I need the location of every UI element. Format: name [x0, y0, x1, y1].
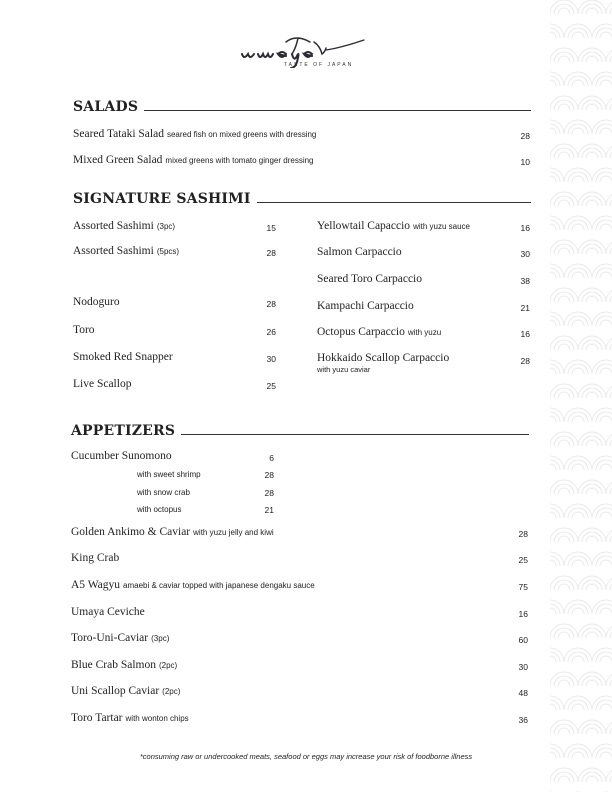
item-price: 75 [518, 582, 528, 592]
wave-pattern-arcs [550, 0, 612, 792]
menu-item [71, 450, 172, 462]
item-desc: with yuzu sauce [413, 222, 470, 231]
item-price: 15 [266, 223, 276, 233]
item-name: Nodoguro [73, 296, 120, 308]
menu-item [73, 245, 179, 257]
item-price: 25 [266, 381, 276, 391]
menu-item [317, 273, 422, 285]
salads-section-header [73, 99, 531, 115]
item-price: 36 [518, 715, 528, 725]
menu-item [317, 220, 470, 232]
item-name: Octopus Carpaccio [317, 326, 405, 338]
option-label: with octopus [137, 505, 182, 514]
item-name: A5 Wagyu [71, 579, 121, 591]
menu-item [317, 326, 441, 338]
item-name: Smoked Red Snapper [73, 351, 173, 363]
item-name: Mixed Green Salad [73, 154, 163, 166]
item-name: Live Scallop [73, 378, 132, 390]
item-price: 10 [520, 157, 530, 167]
item-name: Cucumber Sunomono [71, 450, 172, 462]
item-name: Assorted Sashimi [73, 245, 154, 257]
menu-item [73, 324, 95, 336]
item-name: Uni Scallop Caviar [71, 685, 160, 697]
menu-item [317, 352, 449, 376]
item-price: 16 [520, 223, 530, 233]
item-name: Seared Toro Carpaccio [317, 273, 422, 285]
menu-item [317, 300, 414, 312]
menu-item [71, 632, 169, 644]
appetizers-section-header [71, 423, 529, 439]
umaya-logo [230, 28, 380, 80]
item-name: Blue Crab Salmon [71, 659, 156, 671]
menu-item [71, 606, 145, 618]
footnote: *consuming raw or undercooked meats, seafood or eggs may increase your risk of foodborne illness [139, 752, 473, 761]
item-desc: with wonton chips [125, 714, 189, 723]
menu-item [73, 296, 120, 308]
item-desc: (2pc) [158, 661, 178, 670]
item-price: 38 [520, 276, 530, 286]
item-desc: (2pc) [162, 687, 181, 696]
item-desc: mixed greens with tomato ginger dressing [165, 156, 314, 165]
item-price: 28 [520, 131, 530, 141]
menu-item [73, 154, 314, 166]
item-name: Kampachi Carpaccio [317, 300, 414, 312]
menu-item [71, 685, 180, 697]
appetizers-title: APPETIZERS [71, 423, 176, 439]
section-divider [181, 434, 529, 435]
option-price: 21 [264, 505, 274, 515]
item-price: 30 [520, 249, 530, 259]
menu-item [71, 526, 274, 538]
item-price: 28 [266, 299, 276, 309]
menu-item [73, 378, 131, 390]
item-name: King Crab [71, 552, 120, 564]
item-desc: seared fish on mixed greens with dressing [166, 130, 317, 139]
salads-title: SALADS [73, 99, 139, 115]
item-price: 25 [518, 555, 528, 565]
decorative-wave-pattern [550, 0, 612, 792]
section-divider [257, 202, 531, 203]
item-desc: with yuzu [407, 328, 442, 337]
menu-item [73, 351, 173, 363]
item-name: Assorted Sashimi [73, 220, 154, 232]
item-price: 28 [518, 529, 528, 539]
item-price: 28 [520, 356, 530, 366]
item-price: 6 [269, 453, 274, 463]
item-name: Seared Tataki Salad [73, 128, 164, 140]
item-desc: (5pcs) [156, 247, 180, 256]
item-price: 48 [518, 688, 528, 698]
item-price: 30 [266, 354, 276, 364]
menu-item [71, 552, 119, 564]
menu-item [71, 712, 189, 724]
menu-item [73, 220, 175, 232]
item-name: Toro-Uni-Caviar [71, 632, 149, 644]
item-desc: with yuzu caviar [317, 365, 371, 374]
item-desc: (3pc) [156, 222, 176, 231]
item-name: Hokkaido Scallop Carpaccio [317, 352, 450, 364]
menu-item [71, 659, 177, 671]
item-price: 26 [266, 327, 276, 337]
item-price: 21 [520, 303, 530, 313]
item-name: Toro [73, 324, 95, 336]
item-desc: with yuzu jelly and kiwi [193, 528, 274, 537]
section-divider [144, 110, 531, 111]
item-desc: (3pc) [151, 634, 170, 643]
sashimi-section-header [73, 191, 531, 207]
item-name: Salmon Carpaccio [317, 246, 402, 258]
option-label: with snow crab [137, 488, 190, 497]
item-price: 60 [518, 635, 528, 645]
menu-item [71, 579, 315, 591]
menu-item [73, 128, 316, 140]
item-price: 16 [520, 329, 530, 339]
item-price: 16 [518, 609, 528, 619]
item-price: 30 [518, 662, 528, 672]
item-name: Golden Ankimo & Caviar [71, 526, 191, 538]
option-label: with sweet shrimp [137, 470, 201, 479]
item-name: Yellowtail Capaccio [317, 220, 411, 232]
item-name: Toro Tartar [71, 712, 123, 724]
item-price: 28 [266, 248, 276, 258]
logo-tagline: TASTE OF JAPAN [284, 62, 354, 68]
item-name: Umaya Ceviche [71, 606, 145, 618]
menu-item [317, 246, 402, 258]
sashimi-title: SIGNATURE SASHIMI [73, 191, 251, 207]
item-desc: amaebi & caviar topped with japanese dengaku sauce [123, 581, 315, 590]
option-price: 28 [264, 470, 274, 480]
option-price: 28 [264, 488, 274, 498]
